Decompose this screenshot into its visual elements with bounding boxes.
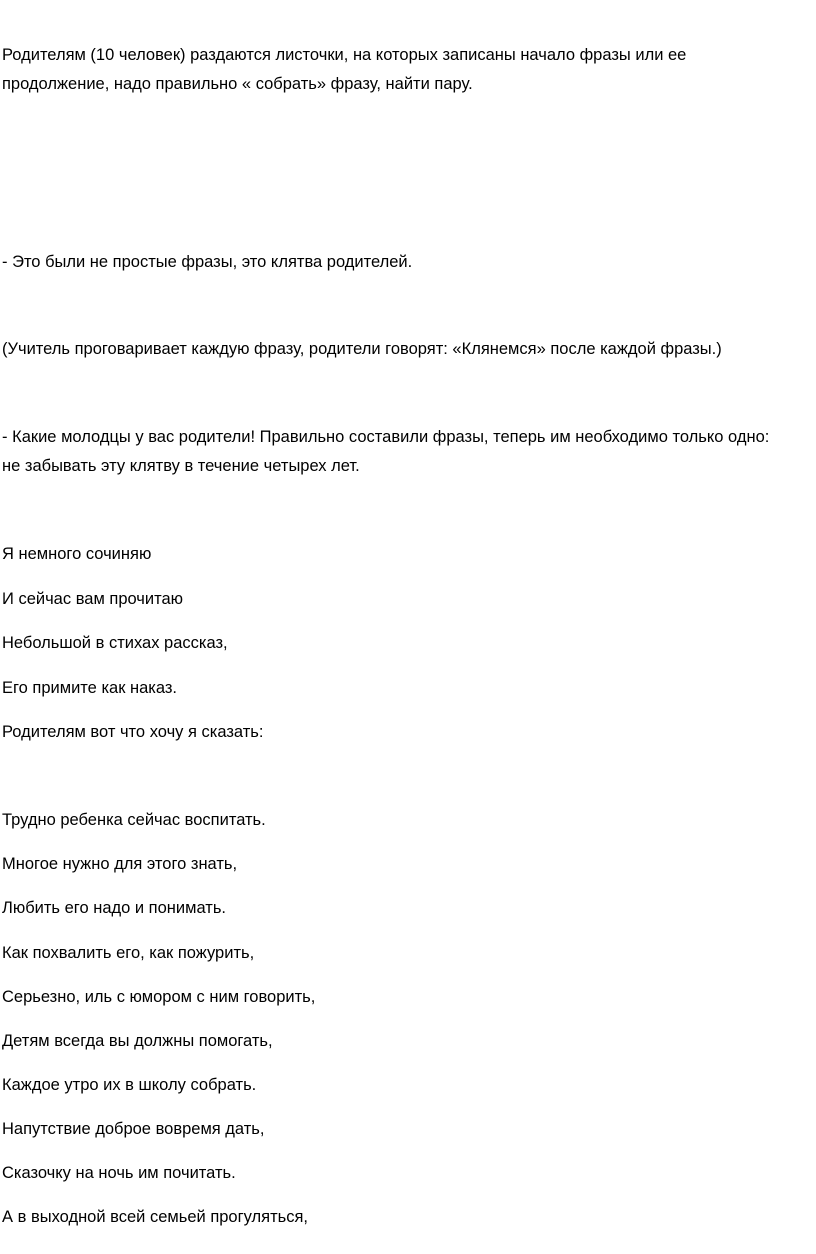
oath-remark: - Это были не простые фразы, это клятва родителей.: [2, 253, 413, 271]
poem-line: Сказочку на ночь им почитать.: [2, 1164, 236, 1182]
poem-line: И сейчас вам прочитаю: [2, 590, 184, 608]
teacher-note: (Учитель проговаривает каждую фразу, родители говорят: «Клянемся» после каждой фразы.): [2, 340, 722, 358]
poem-line: Родителям вот что хочу я сказать:: [2, 723, 264, 741]
poem-line: Серьезно, иль с юмором с ним говорить,: [2, 988, 316, 1006]
poem-line: Я немного сочиняю: [2, 545, 152, 563]
poem-line: Как похвалить его, как пожурить,: [2, 944, 255, 962]
poem-line: Каждое утро их в школу собрать.: [2, 1076, 257, 1094]
poem-line: А в выходной всей семьей прогуляться,: [2, 1208, 308, 1226]
poem-line: Его примите как наказ.: [2, 679, 178, 697]
poem-line: Напутствие доброе вовремя дать,: [2, 1120, 265, 1138]
intro-paragraph: Родителям (10 человек) раздаются листочки, на которых записаны начало фразы или ее продолжение, надо правильно « собрать» фразу, найти пару.: [2, 46, 687, 93]
poem-line: Многое нужно для этого знать,: [2, 855, 238, 873]
poem-line: Детям всегда вы должны помогать,: [2, 1032, 273, 1050]
poem-line: Небольшой в стихах рассказ,: [2, 634, 228, 652]
praise-paragraph: - Какие молодцы у вас родители! Правильно составили фразы, теперь им необходимо только одно: не забывать эту клятву в течение четырех лет.: [2, 428, 770, 475]
poem-line: Трудно ребенка сейчас воспитать.: [2, 811, 266, 829]
poem-line: Любить его надо и понимать.: [2, 899, 227, 917]
